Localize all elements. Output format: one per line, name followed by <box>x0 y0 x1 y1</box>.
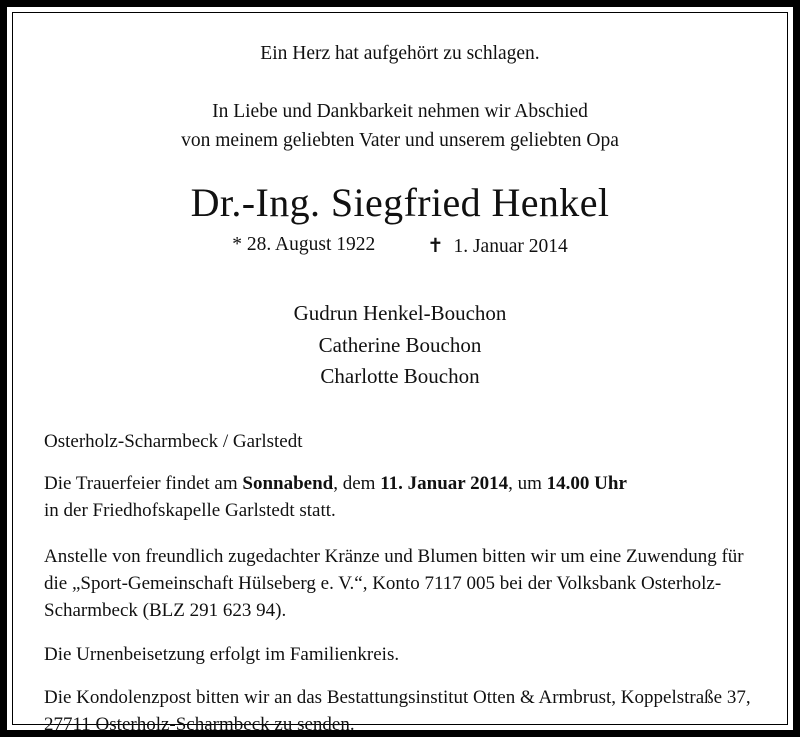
life-dates <box>44 234 756 258</box>
survivors-list <box>44 298 756 394</box>
place-line: Osterholz-Scharmbeck / Garlstedt <box>44 431 303 453</box>
list-item: Gudrun Henkel-Bouchon <box>293 300 507 325</box>
ceremony-text-2: , dem <box>333 472 381 494</box>
condolence-address: Die Kondolenzpost bitten wir an das Bestattungsinstitut Otten & Armbrust, Koppelstraße 37, 27711 Osterholz-Scharmbeck zu senden. <box>44 687 751 736</box>
death-date-group <box>427 234 568 258</box>
asterisk-icon: * <box>232 233 242 255</box>
death-date: 1. Januar 2014 <box>453 235 568 257</box>
ceremony-details <box>44 470 756 525</box>
ceremony-text-3: , um <box>508 472 547 494</box>
intro-line-1: In Liebe und Dankbarkeit nehmen wir Abschied <box>212 101 588 123</box>
donation-request: Anstelle von freundlich zugedachter Kränze und Blumen bitten wir um eine Zuwendung für die „Sport-Gemeinschaft Hülseberg e. V.“, Konto 7117 005 bei der Volksbank Osterholz-Scharmbeck (BLZ 291 623 94). <box>44 545 744 622</box>
ceremony-text-1: Die Trauerfeier findet am <box>44 472 243 494</box>
ceremony-weekday: Sonnabend <box>242 472 334 494</box>
cross-icon: ✝ <box>427 235 444 257</box>
intro-block <box>44 98 756 155</box>
ceremony-text-4: in der Friedhofskapelle Garlstedt statt. <box>44 500 336 522</box>
urn-note: Die Urnenbeisetzung erfolgt im Familienkreis. <box>44 643 400 665</box>
birth-date-group <box>232 234 375 258</box>
ceremony-time: 14.00 Uhr <box>546 472 627 494</box>
list-item: Catherine Bouchon <box>318 332 482 357</box>
deceased-name: Dr.-Ing. Siegfried Henkel <box>190 179 610 225</box>
lead-line: Ein Herz hat aufgehört zu schlagen. <box>260 43 540 64</box>
intro-line-2: von meinem geliebten Vater und unserem geliebten Opa <box>181 129 619 151</box>
birth-date: 28. August 1922 <box>246 233 376 255</box>
notice-content <box>44 40 756 755</box>
list-item: Charlotte Bouchon <box>320 364 480 389</box>
ceremony-date: 11. Januar 2014 <box>380 472 509 494</box>
